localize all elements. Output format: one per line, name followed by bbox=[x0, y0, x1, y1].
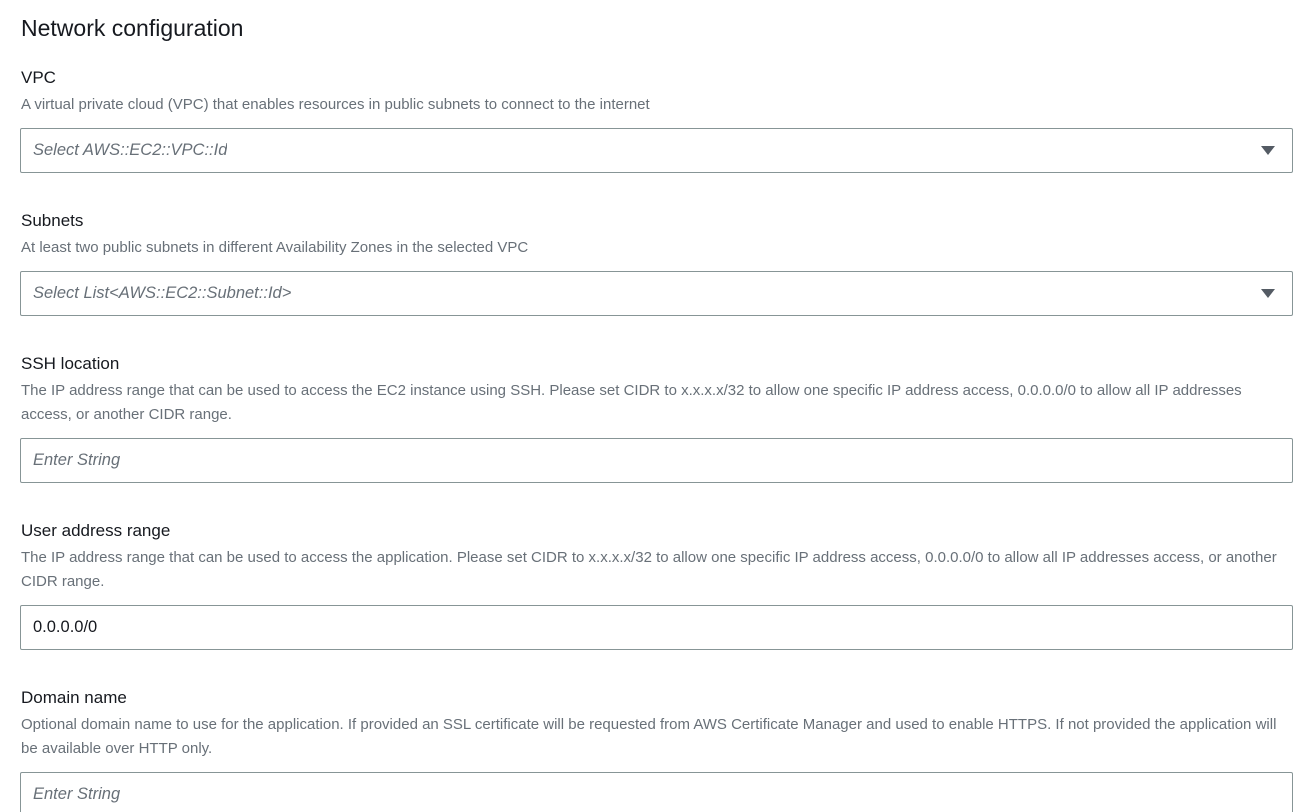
vpc-select[interactable] bbox=[20, 128, 1293, 173]
vpc-description: A virtual private cloud (VPC) that enables resources in public subnets to connect to the internet bbox=[21, 96, 650, 113]
user-address-range-label: User address range bbox=[21, 521, 171, 540]
field-vpc bbox=[20, 67, 1293, 173]
page-title: Network configuration bbox=[21, 15, 244, 41]
user-address-range-input[interactable] bbox=[20, 605, 1293, 650]
vpc-label: VPC bbox=[21, 68, 56, 87]
domain-name-label: Domain name bbox=[21, 688, 127, 707]
vpc-select-placeholder: Select AWS::EC2::VPC::Id bbox=[33, 141, 228, 159]
ssh-location-label: SSH location bbox=[21, 354, 120, 373]
field-ssh-location bbox=[20, 353, 1293, 483]
user-address-range-description: The IP address range that can be used to access the application. Please set CIDR to x.x.x.x/32 to allow one specific IP address access, 0.0.0.0/0 to allow all IP addresses access, or another CIDR range. bbox=[21, 549, 1277, 590]
subnets-label: Subnets bbox=[21, 211, 84, 230]
field-user-address-range bbox=[20, 520, 1293, 650]
domain-name-input[interactable] bbox=[20, 772, 1293, 812]
field-subnets bbox=[20, 210, 1293, 316]
field-domain-name bbox=[20, 687, 1293, 812]
caret-down-icon bbox=[1261, 146, 1275, 155]
subnets-select[interactable] bbox=[20, 271, 1293, 316]
domain-name-description: Optional domain name to use for the application. If provided an SSL certificate will be requested from AWS Certificate Manager and used to enable HTTPS. If not provided the application will be available over HTTP only. bbox=[21, 716, 1277, 757]
subnets-description: At least two public subnets in different Availability Zones in the selected VPC bbox=[21, 239, 529, 256]
caret-down-icon bbox=[1261, 289, 1275, 298]
ssh-location-input[interactable] bbox=[20, 438, 1293, 483]
ssh-location-description: The IP address range that can be used to access the EC2 instance using SSH. Please set CIDR to x.x.x.x/32 to allow one specific IP address access, 0.0.0.0/0 to allow all IP addresses access, or another CIDR range. bbox=[21, 382, 1242, 423]
subnets-select-placeholder: Select List<AWS::EC2::Subnet::Id> bbox=[33, 284, 292, 302]
